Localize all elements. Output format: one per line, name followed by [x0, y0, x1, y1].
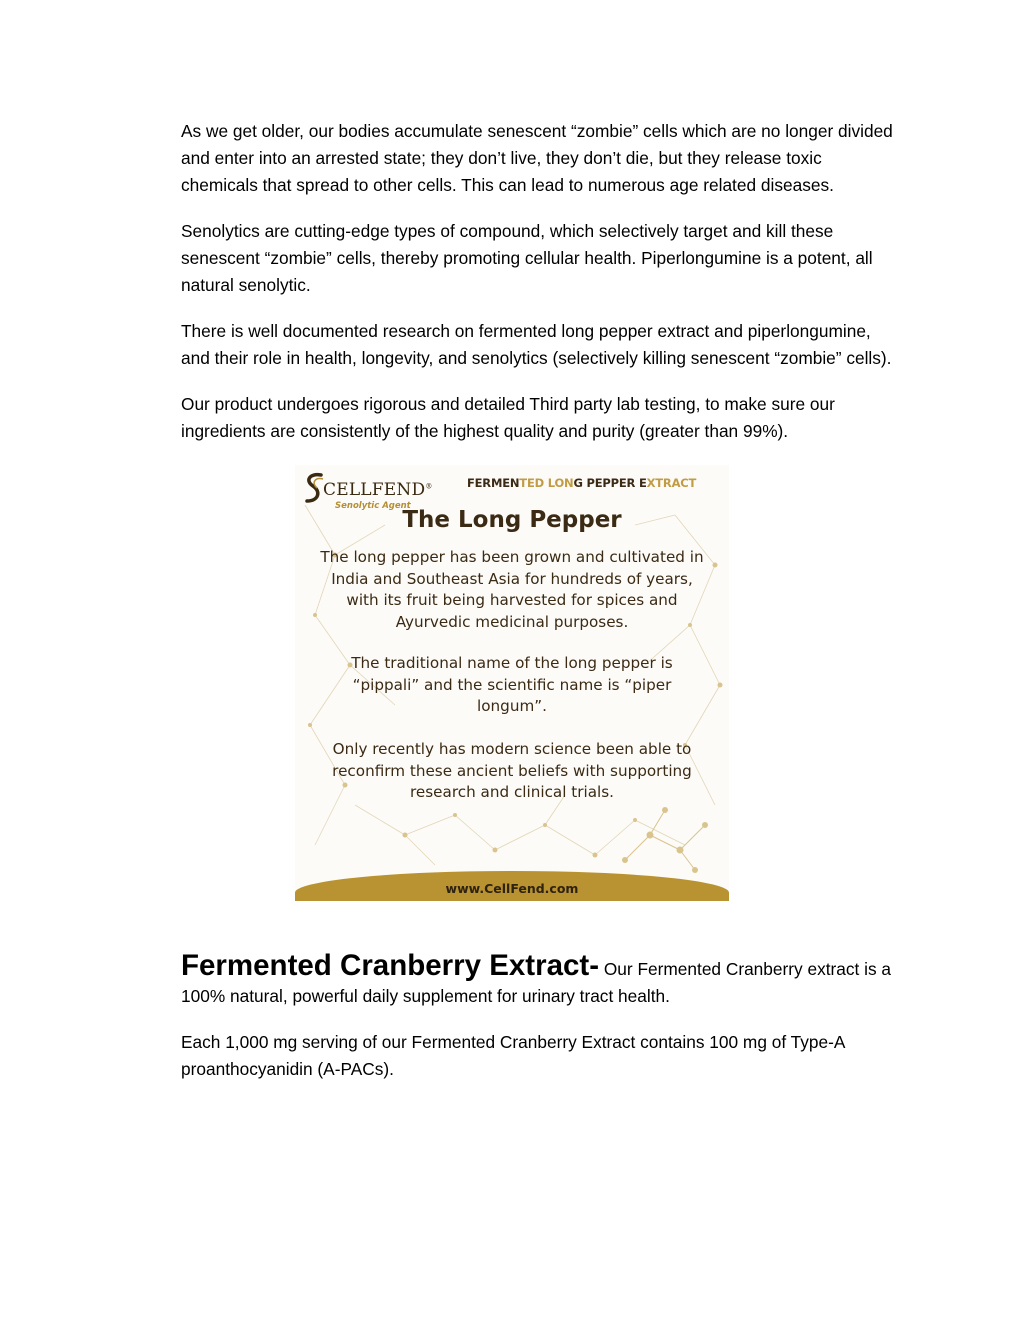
figure-container — [181, 465, 901, 901]
section-intro: Our Fermented Cranberry extract is a 100% natural, powerful daily supplement for urinary tract health. — [181, 959, 892, 1006]
paragraph-senolytics: Senolytics are cutting-edge types of compound, which selectively target and kill these senescent “zombie” cells, thereby promoting cellular health. Piperlongumine is a potent, all natural senolytic. — [181, 221, 873, 295]
logo-wordmark: CELLFEND® — [323, 480, 433, 500]
paragraph-cranberry-serving: Each 1,000 mg serving of our Fermented Cranberry Extract contains 100 mg of Type-A proanthocyanidin (A-PACs). — [181, 1032, 845, 1079]
infographic-text-science: Only recently has modern science been able to reconfirm these ancient beliefs with supporting research and clinical trials. — [332, 740, 692, 801]
logo-tagline: Senolytic Agent — [335, 501, 411, 511]
paragraph-zombie-cells: As we get older, our bodies accumulate senescent “zombie” cells which are no longer divided and enter into an arrested state; they don’t live, they don’t die, but they release toxic chemicals that spread to other cells. This can lead to numerous age related diseases. — [181, 121, 893, 195]
long-pepper-infographic — [295, 465, 729, 901]
infographic-text-history: The long pepper has been grown and cultivated in India and Southeast Asia for hundreds of years, with its fruit being harvested for spices and Ayurvedic medicinal purposes. — [320, 548, 704, 631]
document-page — [181, 118, 901, 1102]
cranberry-section — [181, 949, 901, 1010]
infographic-text-names: The traditional name of the long pepper is “pippali” and the scientific name is “piper longum”. — [351, 654, 673, 715]
paragraph-research: There is well documented research on fermented long pepper extract and piperlongumine, and their role in health, longevity, and senolytics (selectively killing senescent “zombie” cells). — [181, 321, 892, 368]
infographic-title: The Long Pepper — [402, 507, 622, 533]
paragraph-lab-testing: Our product undergoes rigorous and detailed Third party lab testing, to make sure our ingredients are consistently of the highest quality and purity (greater than 99%). — [181, 394, 835, 441]
infographic-header: FERMENTED LONG PEPPER EXTRACT — [467, 476, 697, 490]
section-heading: Fermented Cranberry Extract- — [181, 949, 600, 982]
website-url: www.CellFend.com — [445, 881, 579, 896]
